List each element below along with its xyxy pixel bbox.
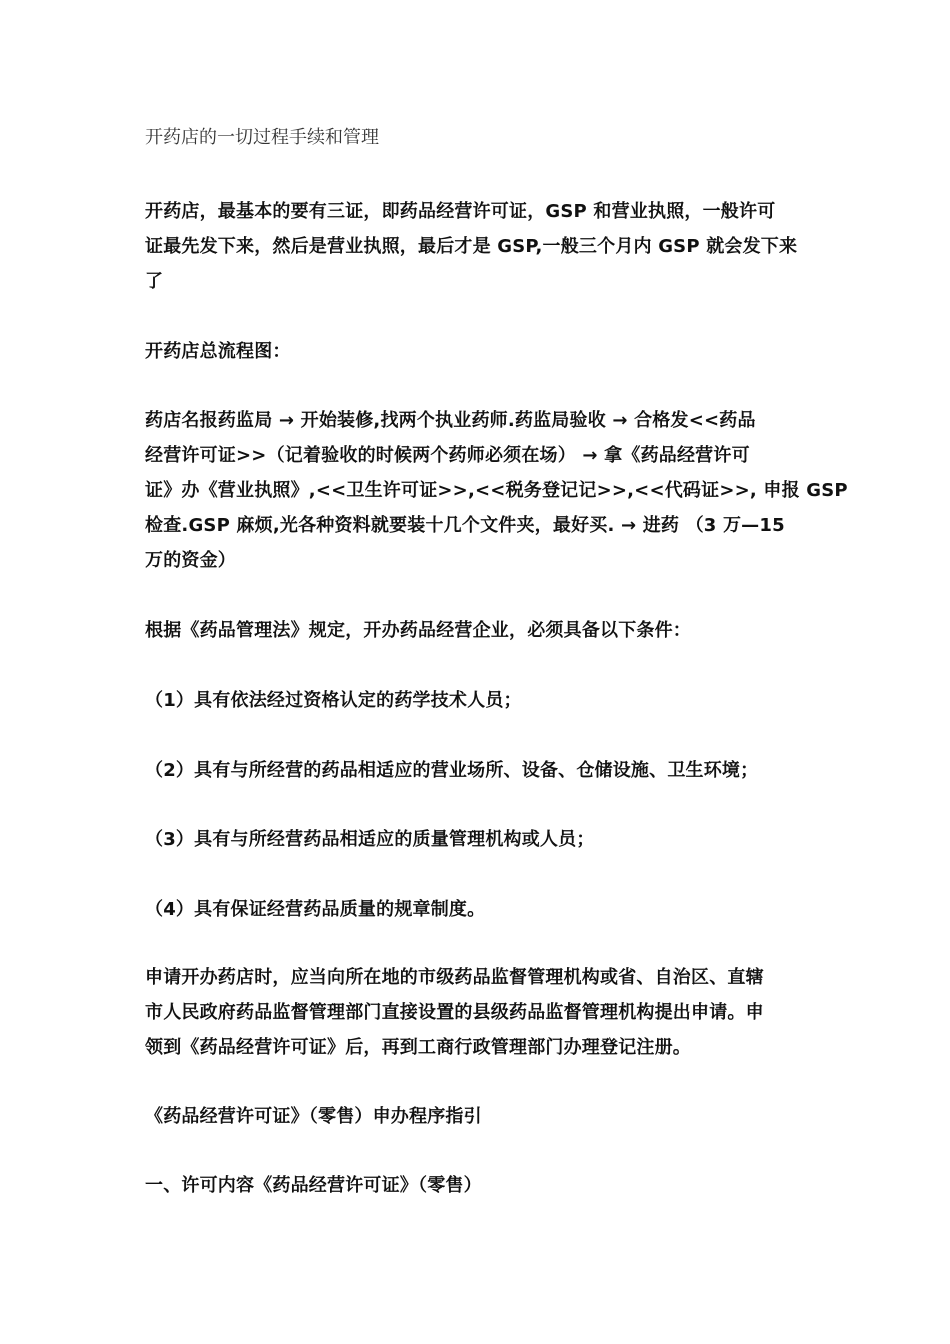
guide-title: 《药品经营许可证》（零售）申办程序指引	[145, 1106, 482, 1127]
document-title: 开药店的一切过程手续和管理	[145, 127, 379, 148]
intro-line: 开药店，最基本的要有三证，即药品经营许可证，GSP 和营业执照，一般许可	[145, 201, 776, 222]
flow-line: 检查.GSP 麻烦,光各种资料就要装十几个文件夹，最好买. → 进药 （3 万—15	[145, 515, 785, 536]
condition-item-4: （4）具有保证经营药品质量的规章制度。	[145, 899, 486, 920]
intro-paragraph	[145, 194, 805, 299]
law-intro-paragraph: 根据《药品管理法》规定，开办药品经营企业，必须具备以下条件：	[145, 620, 691, 641]
flow-line: 证》办《营业执照》,<<卫生许可证>>,<<税务登记记>>,<<代码证>>, 申报 GSP	[145, 480, 848, 501]
flow-heading: 开药店总流程图：	[145, 341, 291, 362]
intro-line: 证最先发下来，然后是营业执照，最后才是 GSP,一般三个月内 GSP 就会发下来	[145, 236, 798, 257]
flow-line: 经营许可证>>（记着验收的时候两个药师必须在场） → 拿《药品经营许可	[145, 445, 750, 466]
condition-item-1: （1）具有依法经过资格认定的药学技术人员；	[145, 690, 522, 711]
application-paragraph	[145, 960, 805, 1065]
condition-item-3: （3）具有与所经营药品相适应的质量管理机构或人员；	[145, 829, 595, 850]
flow-line: 药店名报药监局 → 开始装修,找两个执业药师.药监局验收 → 合格发<<药品	[145, 410, 756, 431]
flow-paragraph	[145, 403, 848, 578]
application-line: 申请开办药店时，应当向所在地的市级药品监督管理机构或省、自治区、直辖	[145, 967, 764, 988]
intro-line: 了	[145, 271, 164, 292]
condition-item-2: （2）具有与所经营的药品相适应的营业场所、设备、仓储设施、卫生环境；	[145, 760, 759, 781]
section-heading-1: 一、许可内容《药品经营许可证》（零售）	[145, 1175, 482, 1196]
application-line: 领到《药品经营许可证》后，再到工商行政管理部门办理登记注册。	[145, 1037, 691, 1058]
flow-line: 万的资金）	[145, 550, 236, 571]
application-line: 市人民政府药品监督管理部门直接设置的县级药品监督管理机构提出申请。申	[145, 1002, 764, 1023]
